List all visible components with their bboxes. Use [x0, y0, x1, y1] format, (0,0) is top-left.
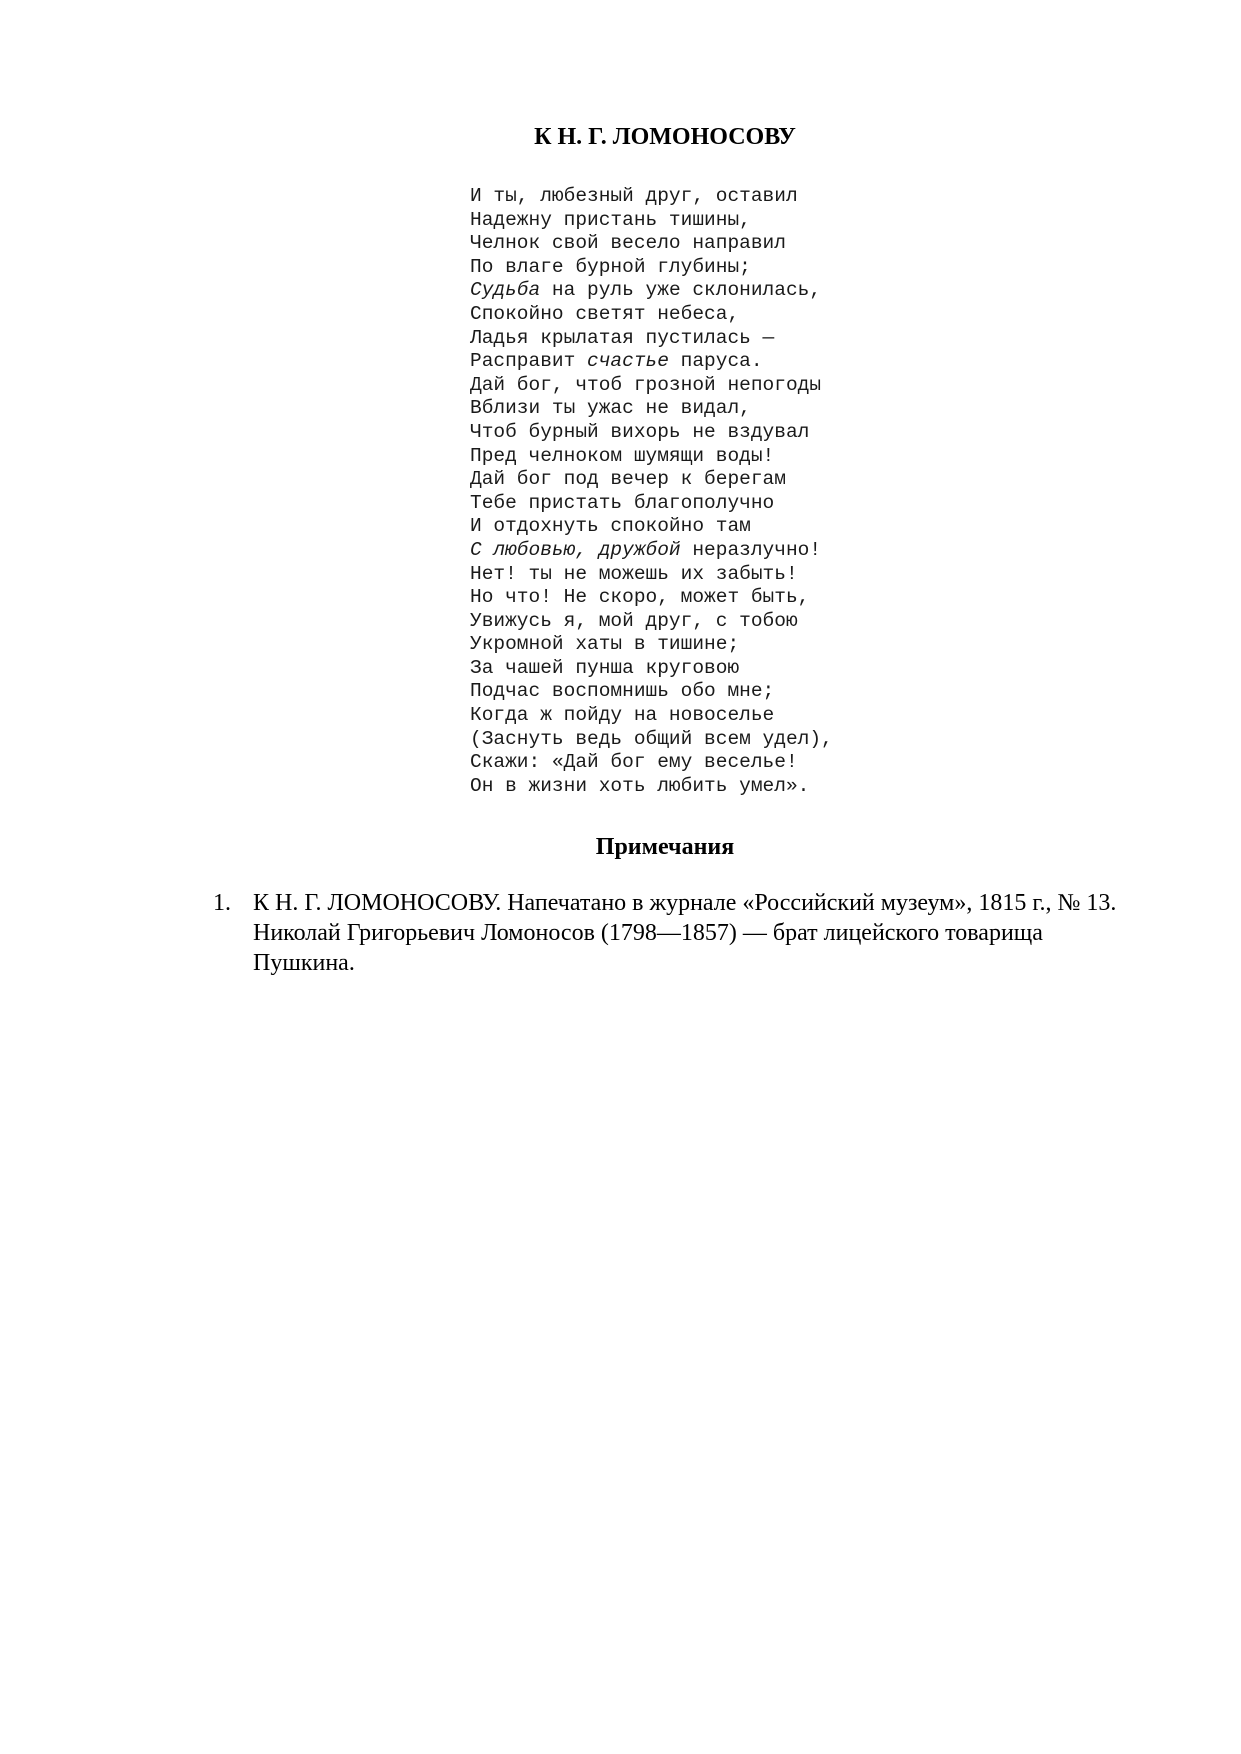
poem-line: [470, 515, 833, 539]
poem-line-segment: За чашей пунша круговою: [470, 656, 740, 679]
poem-line: [470, 185, 833, 209]
poem-line-segment: Укромной хаты в тишине;: [470, 633, 740, 656]
poem-line: [470, 539, 833, 563]
poem-line-segment: И отдохнуть спокойно там: [470, 515, 751, 538]
poem-line-segment: Когда ж пойду на новоселье: [470, 704, 775, 727]
poem-line-segment: неразлучно!: [680, 538, 822, 561]
poem-line: [470, 327, 833, 351]
poem-line-segment: Ладья крылатая пустилась —: [470, 326, 775, 349]
poem-line: [470, 563, 833, 587]
poem-line: [470, 657, 833, 681]
poem-line: [470, 633, 833, 657]
poem-line: [470, 397, 833, 421]
poem-line-segment: (Заснуть ведь общий всем удел),: [470, 727, 833, 750]
poem-line-segment: Дай бог, чтоб грозной непогоды: [470, 373, 822, 396]
poem-line-segment: Подчас воспомнишь обо мне;: [470, 680, 775, 703]
poem-line-segment: Нет! ты не можешь их забыть!: [470, 562, 798, 585]
poem-line: [470, 256, 833, 280]
poem-line: [470, 421, 833, 445]
poem-line-segment: Дай бог под вечер к берегам: [470, 468, 786, 491]
poem-line: [470, 586, 833, 610]
note-number: 1.: [213, 890, 231, 916]
poem-line-segment: Расправит: [470, 350, 588, 373]
poem-line-italic-segment: Судьба: [470, 279, 541, 302]
note-text: К Н. Г. ЛОМОНОСОВУ. Напечатано в журнале «Российский музеум», 1815 г., № 13. Николай Григорьевич Ломоносов (1798—1857) — брат лицейского товарища Пушкина.: [253, 890, 1117, 976]
poem-line: [470, 751, 833, 775]
poem-line-segment: Вблизи ты ужас не видал,: [470, 397, 751, 420]
poem-line: [470, 209, 833, 233]
poem-line-italic-segment: С любовью, дружбой: [470, 538, 681, 561]
poem-line: [470, 468, 833, 492]
poem-line: [470, 445, 833, 469]
poem-line-segment: По влаге бурной глубины;: [470, 255, 751, 278]
poem-line-segment: паруса.: [668, 350, 763, 373]
poem-line-segment: Челнок свой весело направил: [470, 232, 786, 255]
poem-line: [470, 704, 833, 728]
poem-line-segment: Надежну пристань тишины,: [470, 208, 751, 231]
poem-line: [470, 728, 833, 752]
page-title: К Н. Г. ЛОМОНОСОВУ: [534, 124, 796, 150]
poem: [470, 185, 833, 798]
notes-heading: Примечания: [595, 834, 735, 860]
note-item: [213, 888, 1133, 978]
poem-line-segment: Он в жизни хоть любить умел».: [470, 774, 810, 797]
poem-line: [470, 680, 833, 704]
poem-line: [470, 374, 833, 398]
poem-line: [470, 775, 833, 799]
poem-line-segment: Тебе пристать благополучно: [470, 491, 775, 514]
notes-list: [213, 888, 1133, 978]
poem-line: [470, 350, 833, 374]
poem-line-segment: Пред челноком шумящи воды!: [470, 444, 775, 467]
poem-line: [470, 492, 833, 516]
poem-line-segment: Спокойно светят небеса,: [470, 302, 740, 325]
poem-line-segment: на руль уже склонилась,: [540, 279, 822, 302]
poem-line-segment: Скажи: «Дай бог ему веселье!: [470, 751, 798, 774]
poem-line-segment: Но что! Не скоро, может быть,: [470, 586, 810, 609]
poem-line-segment: И ты, любезный друг, оставил: [470, 185, 798, 207]
poem-line: [470, 303, 833, 327]
poem-line-italic-segment: счастье: [587, 350, 669, 373]
poem-line: [470, 232, 833, 256]
poem-line-segment: Увижусь я, мой друг, с тобою: [470, 609, 798, 632]
poem-line: [470, 610, 833, 634]
poem-line-segment: Чтоб бурный вихорь не вздувал: [470, 420, 810, 443]
poem-line: [470, 279, 833, 303]
